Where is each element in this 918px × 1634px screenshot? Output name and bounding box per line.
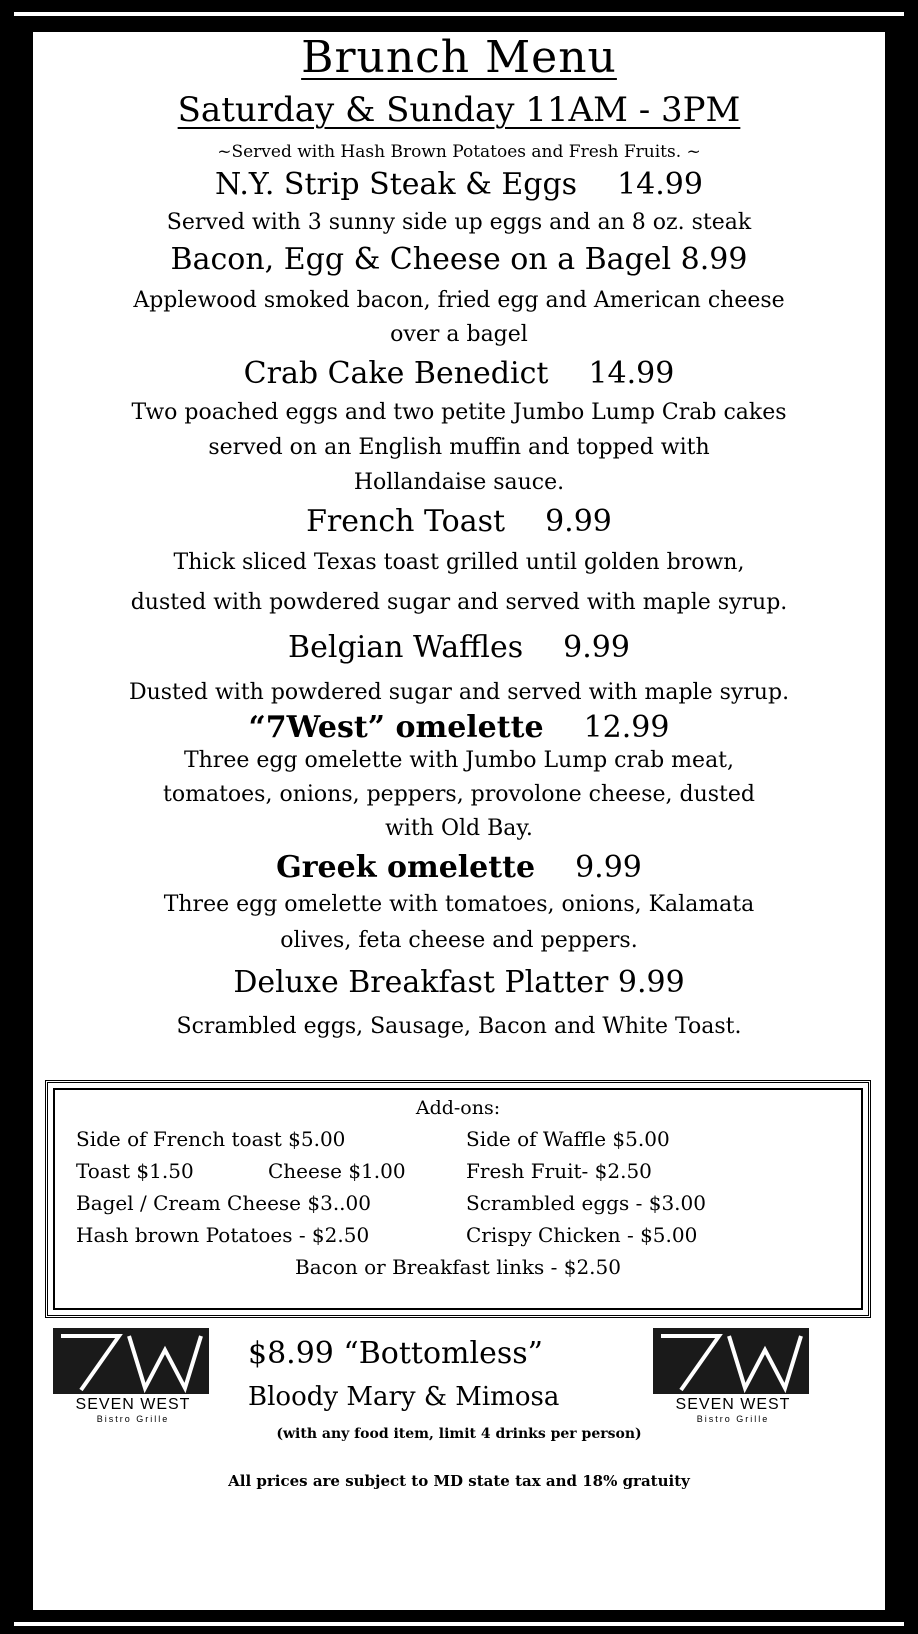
seven-west-logo-mark: [653, 1328, 809, 1394]
menu-item-desc: Three egg omelette with Jumbo Lump crab meat,: [183, 748, 735, 773]
menu-item-desc: Thick sliced Texas toast grilled until golden brown,: [173, 550, 745, 575]
menu-item-desc: dusted with powdered sugar and served with maple syrup.: [130, 590, 788, 615]
menu-title: Brunch Menu: [301, 32, 617, 83]
promo-headline: $8.99 “Bottomless”: [248, 1336, 543, 1371]
addon-item: Bagel / Cream Cheese $3..00: [76, 1191, 371, 1215]
menu-item-name: Bacon, Egg & Cheese on a Bagel 8.99: [170, 242, 748, 277]
seven-west-logo-left: [53, 1328, 213, 1424]
menu-item-desc: Three egg omelette with tomatoes, onions, Kalamata: [163, 892, 755, 917]
menu-item-desc: Applewood smoked bacon, fried egg and American cheese: [133, 288, 785, 313]
addon-item: Toast $1.50: [76, 1159, 194, 1183]
addon-item: Crispy Chicken - $5.00: [466, 1223, 698, 1247]
menu-item-desc: with Old Bay.: [385, 816, 533, 841]
promo-drinks: Bloody Mary & Mimosa: [248, 1382, 560, 1412]
addon-item: Side of French toast $5.00: [76, 1127, 346, 1151]
menu-item-desc: Dusted with powdered sugar and served with maple syrup.: [128, 680, 790, 705]
menu-item-name: N.Y. Strip Steak & Eggs 14.99: [215, 167, 703, 202]
menu-item-desc: over a bagel: [390, 322, 528, 347]
addons-box: [45, 1080, 871, 1318]
price-disclaimer: All prices are subject to MD state tax and 18% gratuity: [228, 1472, 690, 1490]
addons-heading: Add-ons:: [415, 1097, 501, 1119]
bottom-border-rule: [14, 1622, 904, 1626]
menu-item-name: “7West” omelette 12.99: [248, 710, 670, 745]
logo-subtitle: Bistro Grille: [96, 1414, 170, 1424]
addon-item: Side of Waffle $5.00: [466, 1127, 670, 1151]
menu-item-desc: served on an English muffin and topped with: [208, 435, 710, 460]
menu-item-name: Greek omelette 9.99: [276, 850, 642, 885]
logo-subtitle: Bistro Grille: [696, 1414, 770, 1424]
menu-item-desc: Scrambled eggs, Sausage, Bacon and White Toast.: [176, 1014, 742, 1039]
addon-item: Fresh Fruit- $2.50: [466, 1159, 652, 1183]
logo-name: SEVEN WEST: [75, 1396, 191, 1413]
menu-item-name: French Toast 9.99: [306, 504, 612, 539]
addon-item: Hash brown Potatoes - $2.50: [76, 1223, 370, 1247]
menu-note: ~Served with Hash Brown Potatoes and Fresh Fruits. ~: [217, 142, 701, 162]
promo-conditions: (with any food item, limit 4 drinks per person): [276, 1426, 642, 1442]
menu-item-name: Deluxe Breakfast Platter 9.99: [233, 965, 685, 1000]
menu-panel: [33, 32, 885, 1610]
seven-west-logo-mark: [53, 1328, 209, 1394]
menu-hours: Saturday & Sunday 11AM - 3PM: [177, 90, 741, 130]
seven-west-logo-right: [653, 1328, 813, 1424]
logo-name: SEVEN WEST: [675, 1396, 791, 1413]
menu-item-desc: Two poached eggs and two petite Jumbo Lump Crab cakes: [131, 400, 787, 425]
menu-item-desc: tomatoes, onions, peppers, provolone cheese, dusted: [163, 782, 755, 807]
addon-item: Bacon or Breakfast links - $2.50: [295, 1255, 621, 1279]
menu-item-name: Crab Cake Benedict 14.99: [243, 356, 675, 391]
addon-item: Cheese $1.00: [268, 1159, 406, 1183]
menu-item-desc: Hollandaise sauce.: [353, 470, 565, 495]
menu-item-desc: Served with 3 sunny side up eggs and an 8 oz. steak: [166, 210, 752, 235]
addon-item: Scrambled eggs - $3.00: [466, 1191, 706, 1215]
top-border-rule: [14, 12, 904, 16]
menu-item-desc: olives, feta cheese and peppers.: [280, 928, 638, 953]
menu-item-name: Belgian Waffles 9.99: [288, 630, 630, 665]
